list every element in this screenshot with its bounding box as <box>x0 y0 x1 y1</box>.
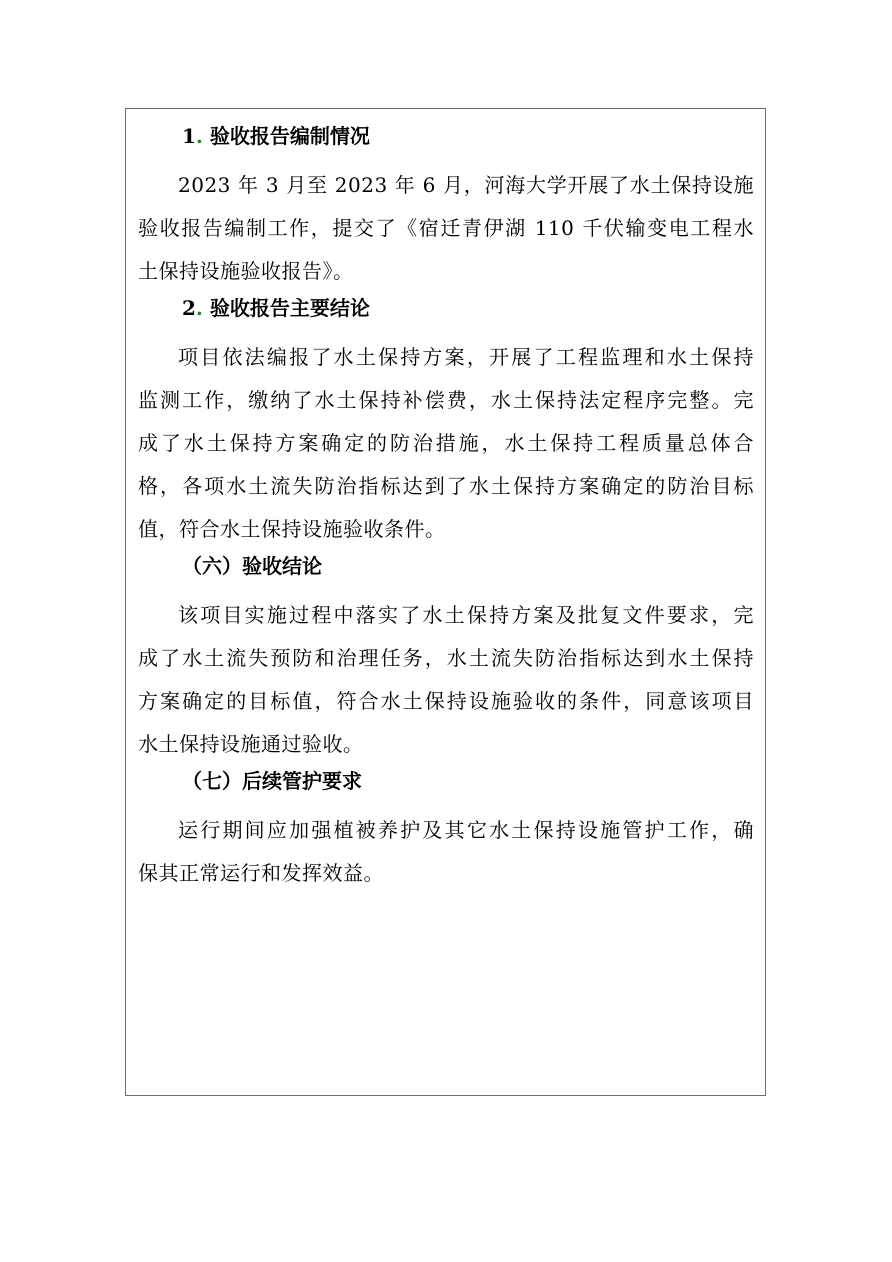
section-heading-follow-up-maintenance <box>138 766 754 809</box>
section-heading-1 <box>138 121 754 164</box>
paragraph-line: 项目依法编报了水土保持方案，开展了工程监理和水土保持 <box>178 345 754 369</box>
paragraph-line: 水土保持设施通过验收。 <box>138 732 364 756</box>
paragraph-line: 保其正常运行和发挥效益。 <box>138 861 384 885</box>
paragraph-acceptance-conclusion <box>138 594 754 766</box>
paragraph-line: 运行期间应加强植被养护及其它水土保持设施管护工作，确 <box>178 818 754 842</box>
heading-text: 验收报告主要结论 <box>209 296 370 320</box>
paragraph-line: 成了水土保持方案确定的防治措施，水土保持工程质量总体合 <box>138 431 754 455</box>
heading-number: 1 <box>182 124 196 148</box>
paragraph-report-compilation <box>138 164 754 293</box>
heading-dot: . <box>195 296 203 320</box>
paragraph-line: 方案确定的目标值，符合水土保持设施验收的条件，同意该项目 <box>138 689 754 713</box>
paragraph-line: 土保持设施验收报告》。 <box>138 259 354 283</box>
heading-text: （七）后续管护要求 <box>182 769 362 793</box>
paragraph-line: 值，符合水土保持设施验收条件。 <box>138 517 446 541</box>
heading-dot: . <box>195 124 203 148</box>
section-heading-2 <box>138 293 754 336</box>
paragraph-follow-up-maintenance <box>138 809 754 895</box>
paragraph-line: 2023 年 3 月至 2023 年 6 月，河海大学开展了水土保持设施 <box>178 173 754 197</box>
paragraph-line: 监测工作，缴纳了水土保持补偿费，水土保持法定程序完整。完 <box>138 388 754 412</box>
heading-text: 验收报告编制情况 <box>209 124 370 148</box>
paragraph-line: 验收报告编制工作，提交了《宿迁青伊湖 110 千伏输变电工程水 <box>138 216 754 240</box>
section-heading-acceptance-conclusion <box>138 551 754 594</box>
paragraph-main-conclusions <box>138 336 754 551</box>
heading-text: （六）验收结论 <box>182 554 322 578</box>
document-content <box>138 121 754 895</box>
paragraph-line: 该项目实施过程中落实了水土保持方案及批复文件要求，完 <box>178 603 754 627</box>
heading-number: 2 <box>182 296 196 320</box>
document-frame <box>125 108 766 1096</box>
paragraph-line: 成了水土流失预防和治理任务，水土流失防治指标达到水土保持 <box>138 646 754 670</box>
paragraph-line: 格，各项水土流失防治指标达到了水土保持方案确定的防治目标 <box>138 474 754 498</box>
